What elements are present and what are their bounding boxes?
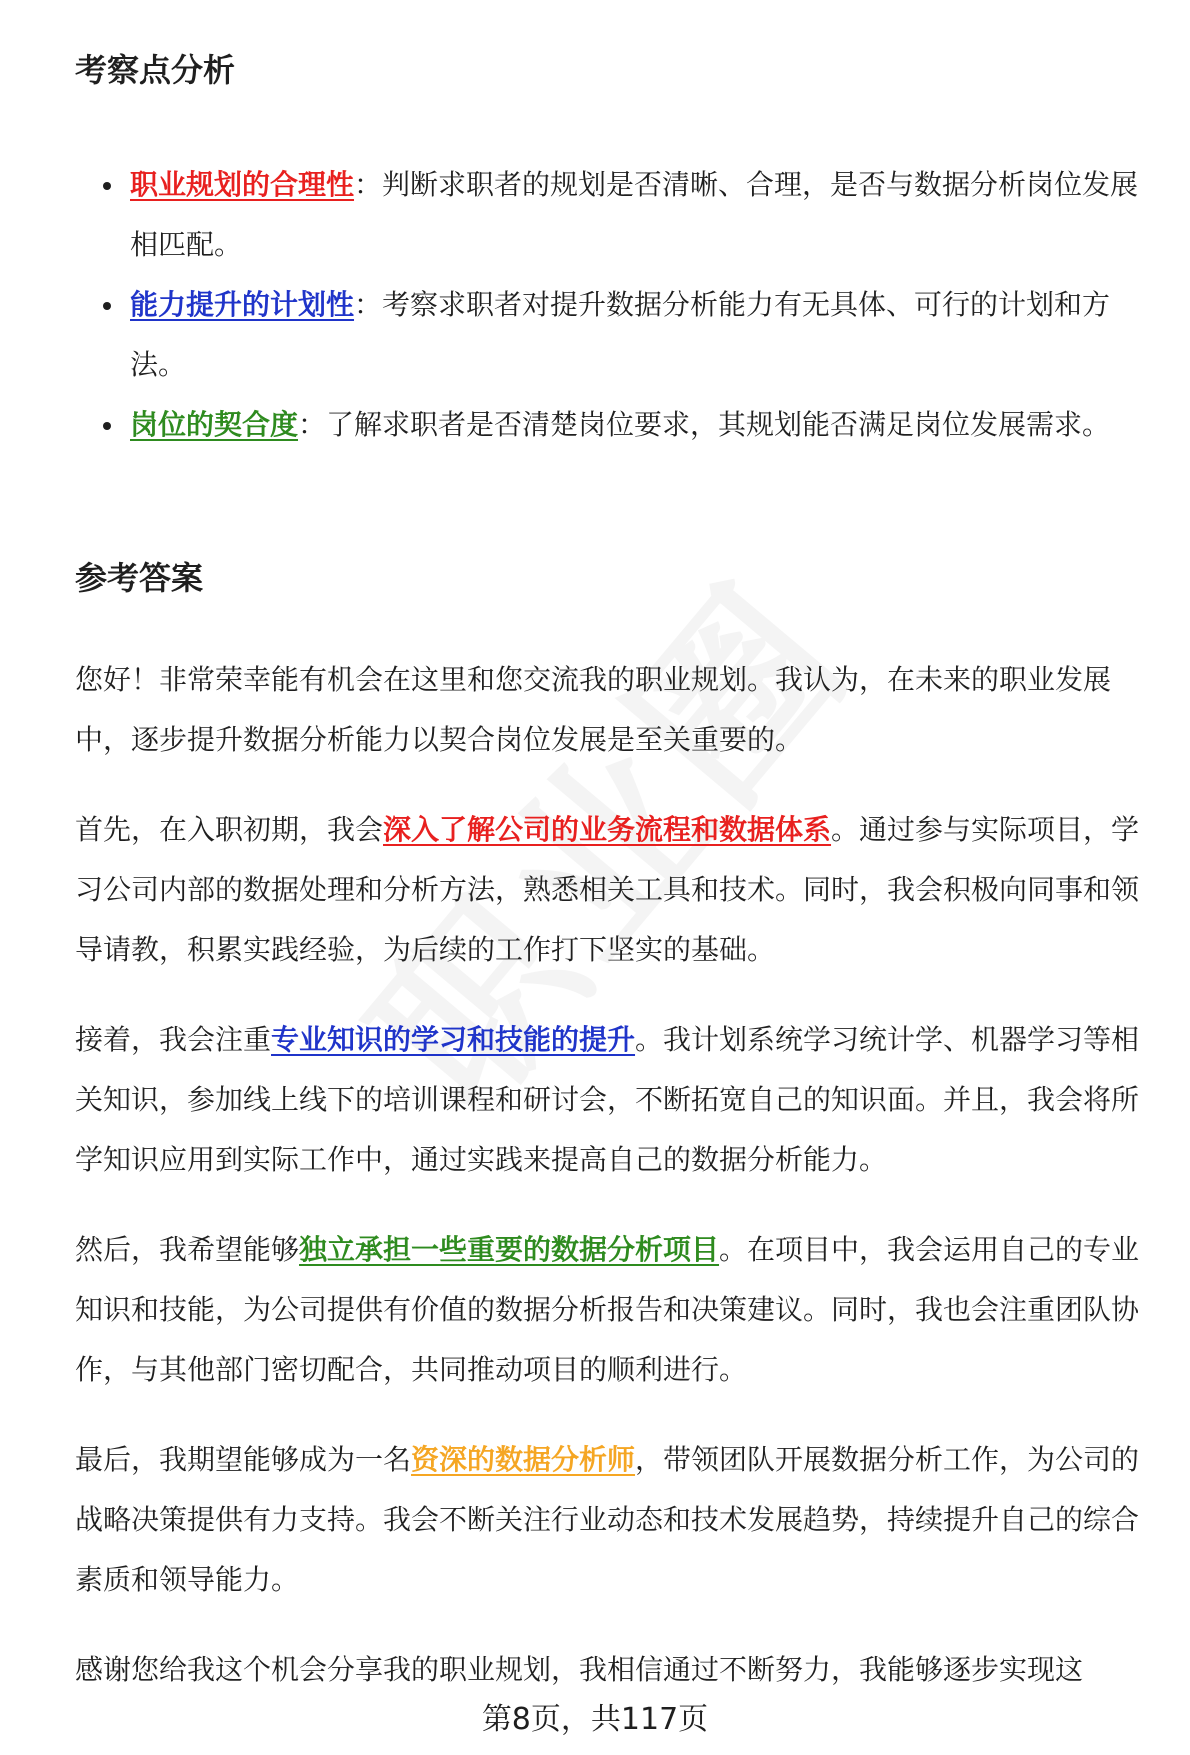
bullet-term-link[interactable]: 能力提升的计划性 — [130, 288, 355, 321]
analysis-bullet-list — [75, 155, 1160, 455]
answer-paragraph-closing — [75, 1640, 1160, 1700]
bullet-dot — [103, 302, 111, 310]
bullet-text: ：了解求职者是否清楚岗位要求，其规划能否满足岗位发展需求。 — [298, 408, 1111, 441]
answer-paragraph-finally — [75, 1430, 1160, 1610]
answer-paragraph-then — [75, 1220, 1160, 1400]
paragraph-text: 。我计划系统学习统计学、机器学习等相关知识，参加线上线下的培训课程和研讨会，不断拓宽自己的知识面。并且，我会将所学知识应用到实际工作中，通过实践来提高自己的数据分析能力。 — [75, 1023, 1140, 1176]
highlight-link[interactable]: 深入了解公司的业务流程和数据体系 — [383, 813, 832, 846]
list-item — [75, 155, 1160, 275]
paragraph-text: 感谢您给我这个机会分享我的职业规划，我相信通过不断努力，我能够逐步实现这 — [75, 1653, 1084, 1686]
paragraph-text: 然后，我希望能够 — [75, 1233, 300, 1266]
answer-paragraph-next — [75, 1010, 1160, 1190]
bullet-dot — [103, 182, 111, 190]
highlight-link[interactable]: 独立承担一些重要的数据分析项目 — [299, 1233, 720, 1266]
bullet-term-link[interactable]: 岗位的契合度 — [130, 408, 299, 441]
paragraph-text: 首先，在入职初期，我会 — [75, 813, 384, 846]
list-item — [75, 395, 1160, 455]
highlight-link[interactable]: 资深的数据分析师 — [411, 1443, 636, 1476]
analysis-heading: 考察点分析 — [75, 51, 236, 89]
answer-paragraph-intro — [75, 650, 1160, 770]
paragraph-text: ，带领团队开展数据分析工作，为公司的战略决策提供有力支持。我会不断关注行业动态和技术发展趋势，持续提升自己的综合素质和领导能力。 — [75, 1443, 1140, 1596]
answer-paragraph-first — [75, 800, 1160, 980]
bullet-term-link[interactable]: 职业规划的合理性 — [130, 168, 355, 201]
paragraph-text: 。通过参与实际项目，学习公司内部的数据处理和分析方法，熟悉相关工具和技术。同时，我会积极向同事和领导请教，积累实践经验，为后续的工作打下坚实的基础。 — [75, 813, 1140, 966]
highlight-link[interactable]: 专业知识的学习和技能的提升 — [271, 1023, 636, 1056]
paragraph-text: 最后，我期望能够成为一名 — [75, 1443, 412, 1476]
bullet-text: ：判断求职者的规划是否清晰、合理，是否与数据分析岗位发展相匹配。 — [130, 168, 1139, 261]
bullet-dot — [103, 422, 111, 430]
list-item — [75, 275, 1160, 395]
paragraph-text: 接着，我会注重 — [75, 1023, 272, 1056]
paragraph-text: 。在项目中，我会运用自己的专业知识和技能，为公司提供有价值的数据分析报告和决策建议。同时，我也会注重团队协作，与其他部门密切配合，共同推动项目的顺利进行。 — [75, 1233, 1140, 1386]
page-number: 第8页，共117页 — [481, 1702, 709, 1737]
paragraph-text: 您好！非常荣幸能有机会在这里和您交流我的职业规划。我认为，在未来的职业发展中，逐步提升数据分析能力以契合岗位发展是至关重要的。 — [75, 663, 1112, 756]
answer-heading: 参考答案 — [75, 559, 204, 597]
bullet-text: ：考察求职者对提升数据分析能力有无具体、可行的计划和方法。 — [130, 288, 1111, 381]
